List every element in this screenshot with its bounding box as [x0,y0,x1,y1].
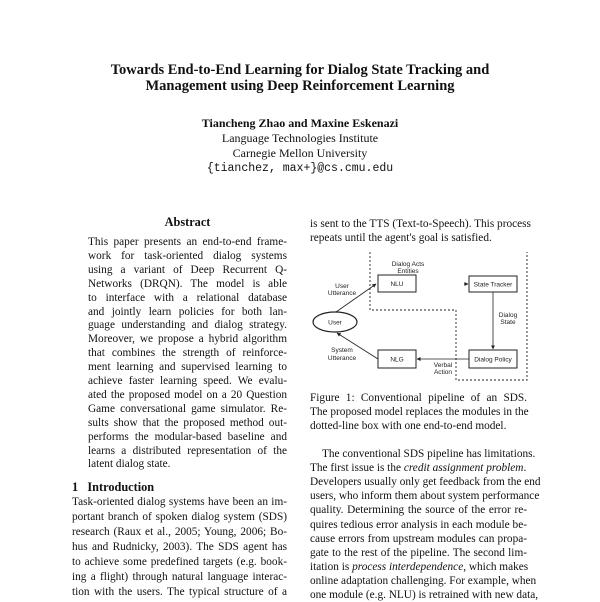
text-line: The proposed model replaces the modules in the [310,406,529,418]
affiliation-university: Carnegie Mellon University [232,146,368,160]
section-number: 1 [72,480,79,494]
system-utterance-label-1: System [331,347,353,354]
text-line: work for task-oriented dialog systems [88,249,287,262]
text-line: repeats until the agent's goal is satisfied. [310,232,492,245]
text-line: tion with the users. The typical structure of a [72,586,287,598]
text-line: ated the proposed model on a 20 Question [88,388,287,401]
text-line: performs the modular-based baseline and [88,430,287,443]
text-line: Developers usually only get feedback from the end [310,476,541,489]
text-line [310,560,527,574]
text-span: itation is [310,560,353,573]
text-span: The first issue is the [310,462,404,475]
paper-title-line-1: Towards End-to-End Learning for Dialog State Tracking and [110,62,490,78]
text-line: Task-oriented dialog systems have been an im- [72,496,287,508]
dialog-acts-label: Dialog Acts [391,261,425,268]
text-line: This paper presents an end-to-end frame- [88,236,287,248]
text-line: research (Raux et al., 2005; Young, 2006; Bo- [72,526,287,538]
text-line: portant branch of spoken dialog system (SDS) [72,511,287,523]
figure-1-pipeline-diagram [300,245,540,390]
text-line: hus and Rudnicky, 2003). The SDS agent has [72,541,287,553]
text-line [310,461,527,475]
email: {tianchez, max+}@cs.cmu.edu [206,162,394,175]
text-span: . [523,462,527,475]
section-heading-introduction [72,480,154,495]
text-line: quality. Determining the source of the error re- [310,504,527,517]
text-span: , which makes [463,560,529,573]
text-line: to interface with a relational database [88,291,287,304]
text-line: cause errors from upstream modules can propa- [310,532,527,545]
text-line: online adaptation challenging. For example, when [310,574,537,587]
text-line: one module (e.g. NLU) is retrained with new data, [310,589,539,601]
user-utterance-label-2: Utterance [327,290,357,297]
text-line: ing a flight) through natural language interac- [72,571,287,583]
dialog-state-label-2: State [500,319,516,326]
text-line: latent dialog state. [88,458,171,471]
text-line: using a variant of Deep Recurrent Q- [88,263,287,276]
text-line: Moreover, we propose a hybrid algorithm [88,333,287,346]
authors: Tiancheng Zhao and Maxine Eskenazi [201,116,399,130]
text-line: dotted-line box with one end-to-end model. [310,420,507,432]
text-line: Figure 1: Conventional pipeline of an SDS. [310,392,527,404]
verbal-action-label-1: Verbal [433,362,453,369]
text-line: ment learning and supervised learning to [88,361,287,374]
user-label: User [328,319,342,327]
system-utterance-label-2: Utterance [327,355,357,362]
dialog-policy-label: Dialog Policy [474,356,512,364]
nlg-label: NLG [390,356,404,364]
text-line: The conventional SDS pipeline has limitations. [322,448,536,460]
entities-label: Entities [397,268,419,275]
text-line: users, who inform them about system performance [310,490,540,503]
emphasized-term: credit assignment problem [403,462,524,475]
text-line: to achieve some predefined targets (e.g. book- [72,556,287,568]
text-line: sults show that the proposed method out- [88,416,287,429]
text-line: Networks (DRQN). The model is able [88,277,287,290]
nlu-label: NLU [390,281,404,288]
text-line: guage understanding and dialog strategy. [88,319,287,332]
text-line: gate to the rest of the pipeline. The second lim- [310,546,527,559]
paper-title-line-2: Management using Deep Reinforcement Learning [145,78,455,94]
text-line: is sent to the TTS (Text-to-Speech). This process [310,218,531,230]
dialog-state-label-1: Dialog [498,312,518,319]
text-line: Game conversational game simulator. Re- [88,402,287,415]
text-line: achieve faster learning speed. We evalu- [88,375,287,387]
text-line: quires tedious error analysis in each module be- [310,518,527,531]
abstract-heading: Abstract [164,215,211,229]
verbal-action-label-2: Action [433,369,453,376]
text-line: that combines the strength of reinforce- [88,347,287,360]
text-line: learns a distributed representation of the [88,444,287,457]
text-line: and jointly learn policies for both lan- [88,305,287,318]
emphasized-term: process interdependence [352,560,464,573]
section-title: Introduction [87,480,155,494]
user-utterance-label-1: User [335,283,349,290]
affiliation-institute: Language Technologies Institute [221,131,379,145]
state-tracker-label: State Tracker [473,281,513,289]
